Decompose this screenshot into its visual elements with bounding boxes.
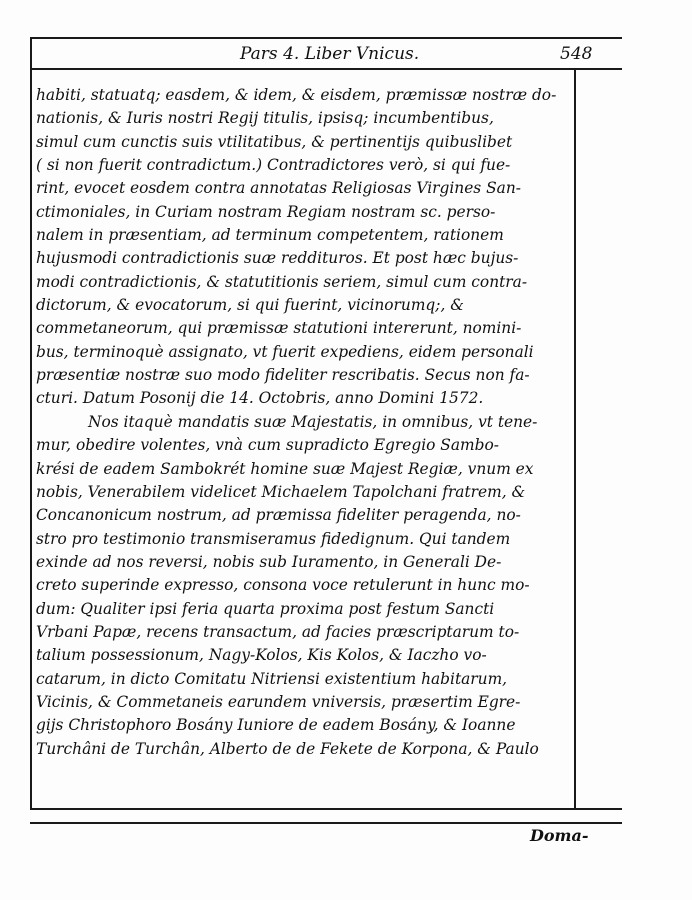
text-block xyxy=(36,84,572,761)
text-line: nalem in præsentiam, ad terminum competentem, rationem xyxy=(36,226,504,245)
running-head: Pars 4. Liber Vnicus. xyxy=(240,44,420,64)
right-frame-rule xyxy=(574,70,576,810)
text-line: dum: Qualiter ipsi feria quarta proxima post festum Sancti xyxy=(36,599,495,618)
bottom-rule xyxy=(30,808,622,810)
paragraph-start-line: Nos itaquè mandatis suæ Majestatis, in omnibus, vt tene- xyxy=(88,412,538,431)
page-number: 548 xyxy=(560,44,593,64)
text-line: ( si non fuerit contradictum.) Contradictores verò, si qui fue- xyxy=(36,156,511,175)
text-line: hujusmodi contradictionis suæ reddituros. Et post hæc bujus- xyxy=(36,249,519,268)
text-line: dictorum, & evocatorum, si qui fuerint, vicinorumq;, & xyxy=(36,296,464,315)
text-line: rint, evocet eosdem contra annotatas Religiosas Virgines San- xyxy=(36,179,521,198)
text-line: gijs Christophoro Bosány Iuniore de eadem Bosány, & Ioanne xyxy=(36,716,516,735)
text-line: cturi. Datum Posonij die 14. Octobris, anno Domini 1572. xyxy=(36,389,484,408)
text-line: Turchâni de Turchân, Alberto de de Fekete de Korpona, & Paulo xyxy=(36,739,539,758)
text-line: commetaneorum, qui præmissæ statutioni intererunt, nomini- xyxy=(36,319,522,338)
text-line: præsentiæ nostræ suo modo fideliter rescribatis. Secus non fa- xyxy=(36,366,530,385)
text-line: modi contradictionis, & statutitionis seriem, simul cum contra- xyxy=(36,272,528,291)
text-line: Concanonicum nostrum, ad præmissa fideliter peragenda, no- xyxy=(36,506,521,525)
text-line: talium possessionum, Nagy-Kolos, Kis Kolos, & Iaczho vo- xyxy=(36,646,487,665)
text-line: Vrbani Papæ, recens transactum, ad facies præscriptarum to- xyxy=(36,622,520,641)
footer-rule xyxy=(30,822,622,824)
left-frame-rule xyxy=(30,37,32,810)
text-line: nationis, & Iuris nostri Regij titulis, ipsisq; incumbentibus, xyxy=(36,109,494,128)
text-line: stro pro testimonio transmiseramus fidedignum. Qui tandem xyxy=(36,529,511,548)
text-line: mur, obedire volentes, vnà cum supradicto Egregio Sambo- xyxy=(36,436,499,455)
catchword: Doma- xyxy=(530,826,589,845)
header-rule xyxy=(30,68,622,70)
text-line: bus, terminoquè assignato, vt fuerit expediens, eidem personali xyxy=(36,342,534,361)
text-line: habiti, statuatq; easdem, & idem, & eisdem, præmissæ nostræ do- xyxy=(36,86,557,104)
text-line: creto superinde expresso, consona voce retulerunt in hunc mo- xyxy=(36,576,530,595)
text-line: ctimoniales, in Curiam nostram Regiam nostram sc. perso- xyxy=(36,202,496,221)
text-line: krési de eadem Sambokrét homine suæ Majest Regiæ, vnum ex xyxy=(36,459,534,478)
text-line: simul cum cunctis suis vtilitatibus, & pertinentijs quibuslibet xyxy=(36,132,513,151)
text-line: nobis, Venerabilem videlicet Michaelem Tapolchani fratrem, & xyxy=(36,482,526,501)
text-line: Vicinis, & Commetaneis earundem vniversis, præsertim Egre- xyxy=(36,692,521,711)
top-rule xyxy=(30,37,622,39)
text-line: catarum, in dicto Comitatu Nitriensi existentium habitarum, xyxy=(36,669,508,688)
text-line: exinde ad nos reversi, nobis sub Iuramento, in Generali De- xyxy=(36,552,502,571)
